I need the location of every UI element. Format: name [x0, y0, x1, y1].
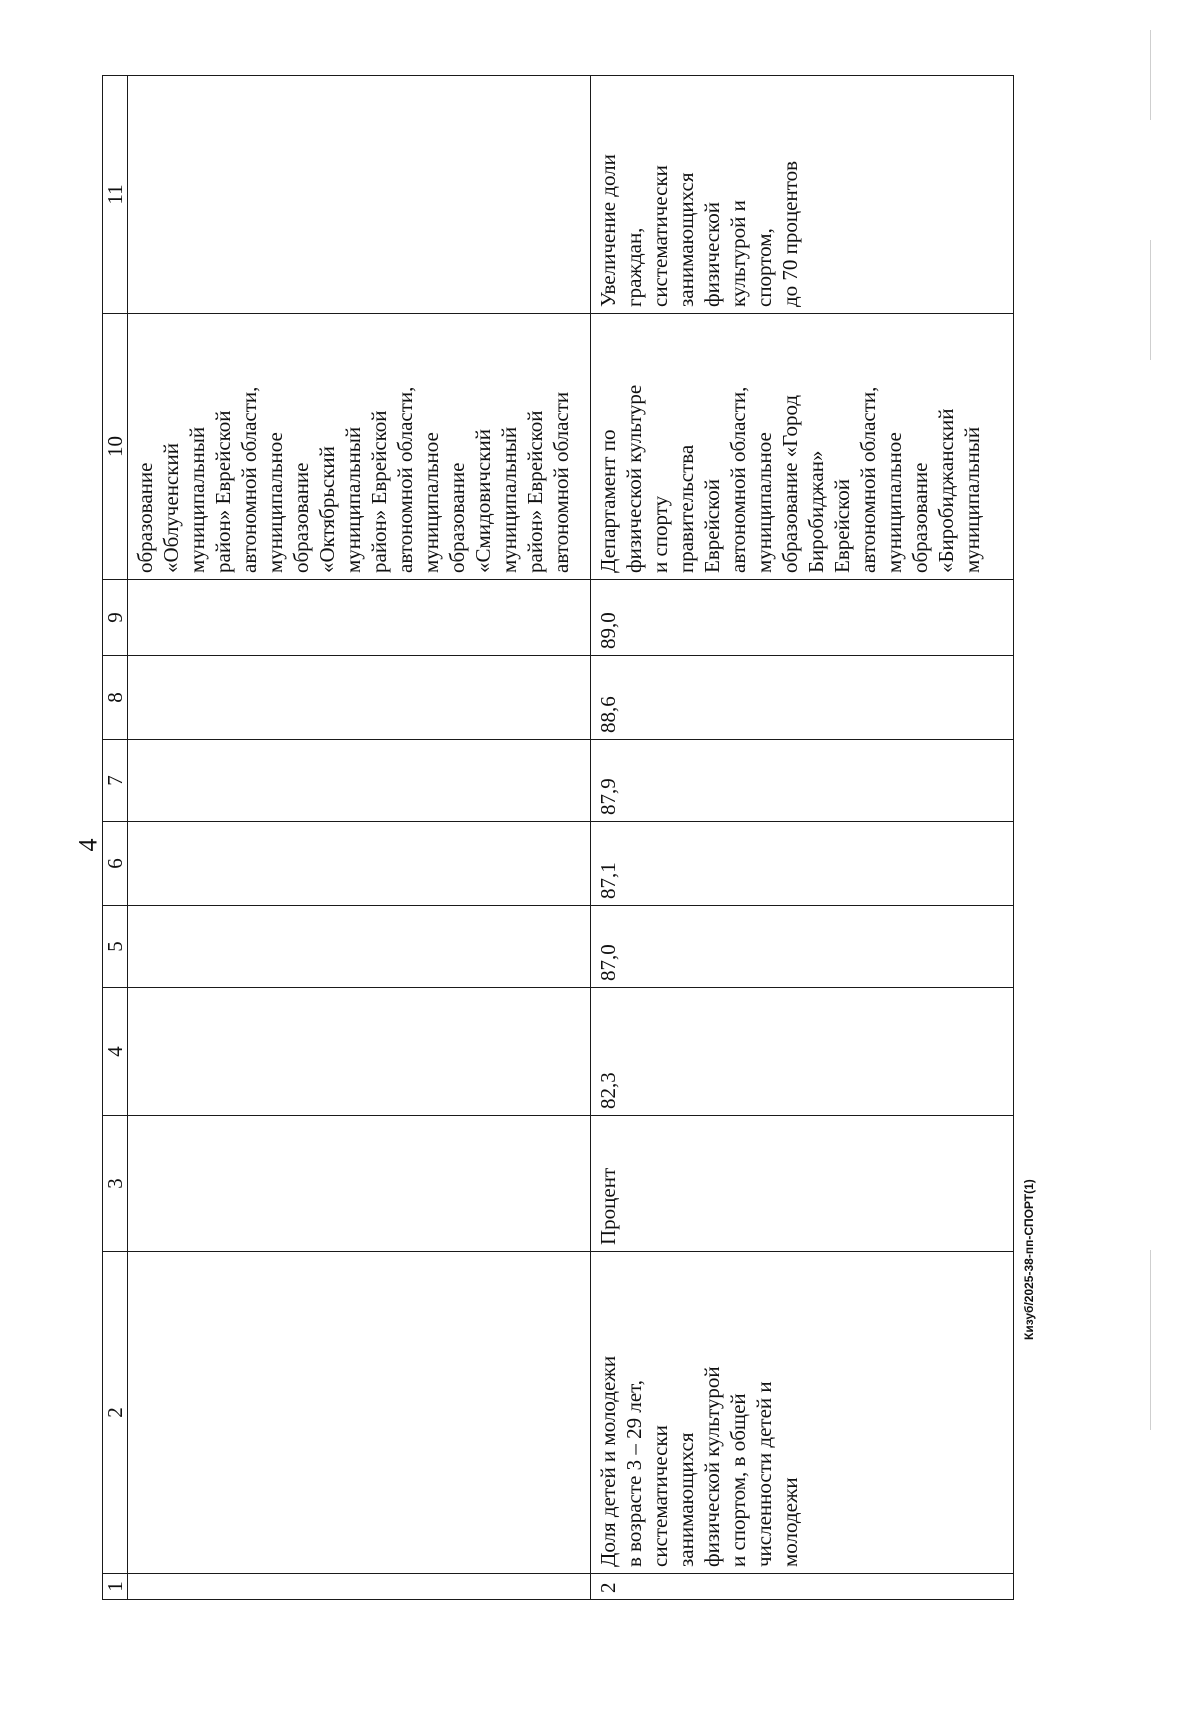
table-cell — [128, 822, 591, 906]
executor-cell: Департамент по физической культуре и спорту правительства Еврейской автономной области, муниципальное образование «Город Биробиджан» Еврейской автономной области, муниципальное образование «Биробиджанский муниципальный — [591, 314, 1014, 580]
table-cell — [128, 656, 591, 740]
column-number: 7 — [103, 740, 128, 822]
table-row-continuation — [128, 76, 591, 1600]
value-col-6: 87,1 — [591, 822, 1014, 906]
base-value: 82,3 — [591, 988, 1014, 1116]
table-cell — [128, 76, 591, 314]
column-number: 8 — [103, 656, 128, 740]
scan-edge-mark — [1150, 30, 1151, 120]
column-number: 4 — [103, 988, 128, 1116]
table-cell — [128, 740, 591, 822]
document-code: Кизуб/2025-38-пп-СПОРТ(1) — [1022, 1179, 1036, 1340]
unit-cell: Процент — [591, 1116, 1014, 1252]
page-number: 4 — [73, 838, 103, 852]
scan-edge-mark — [1150, 1250, 1151, 1430]
table-cell — [128, 1116, 591, 1252]
column-number: 3 — [103, 1116, 128, 1252]
value-col-5: 87,0 — [591, 906, 1014, 988]
value-col-8: 88,6 — [591, 656, 1014, 740]
column-number: 5 — [103, 906, 128, 988]
executor-cell: образование «Облученский муниципальный район» Еврейской автономной области, муниципальное образование «Октябрьский муниципальный район» Еврейской автономной области, муниципальное образование «Смидовичский муниципальный район» Еврейской автономной области — [128, 314, 591, 580]
column-number: 2 — [103, 1252, 128, 1574]
table-cell — [128, 1574, 591, 1600]
column-number-row — [103, 76, 128, 1600]
column-number: 1 — [103, 1574, 128, 1600]
row-number: 2 — [591, 1574, 1014, 1600]
table-cell — [128, 1252, 591, 1574]
table-cell — [128, 988, 591, 1116]
landscape-table-page — [102, 76, 1026, 1600]
column-number: 10 — [103, 314, 128, 580]
table-cell — [128, 906, 591, 988]
column-number: 11 — [103, 76, 128, 314]
value-col-7: 87,9 — [591, 740, 1014, 822]
column-number: 9 — [103, 580, 128, 656]
table-cell — [128, 580, 591, 656]
expected-result: Увеличение доли граждан, систематически занимающихся физической культурой и спортом, до 70 процентов — [591, 76, 1014, 314]
column-number: 6 — [103, 822, 128, 906]
value-col-9: 89,0 — [591, 580, 1014, 656]
indicator-name: Доля детей и молодежи в возрасте 3 – 29 лет, систематически занимающихся физической культурой и спортом, в общей численности детей и молодежи — [591, 1252, 1014, 1574]
indicator-table — [102, 75, 1014, 1600]
table-row-2 — [591, 76, 1014, 1600]
scan-edge-mark — [1150, 240, 1151, 360]
